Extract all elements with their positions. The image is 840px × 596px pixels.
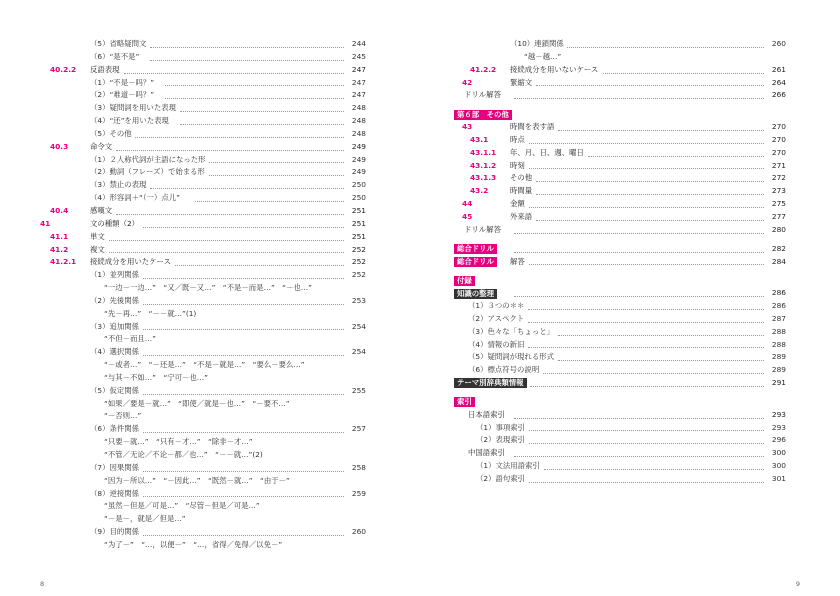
page-ref: 253 [351,295,366,305]
dot-leader [124,60,344,74]
entry-label: “为了－” “…，以便－” “…，省得／免得／以免－” [104,539,283,549]
page-ref: 271 [771,160,786,170]
dot-leader [180,98,344,112]
entry-label: 中国語索引 [468,448,505,458]
page-ref: 252 [351,257,366,267]
entry-number: 43 [462,122,473,132]
toc-entry [40,385,366,398]
dot-leader [530,373,764,387]
entry-number: 41.2 [50,244,69,254]
toc-entry [40,500,366,513]
entry-label: （5）仮定関係 [90,385,140,395]
entry-label: “只要－就…” “只有－才…” “除非－才…” [104,437,253,447]
page-ref: 300 [771,448,786,458]
entry-label: 解答 [510,256,525,266]
page-ref: 277 [771,211,786,221]
section-band: 総合ドリル [454,257,497,267]
dot-leader [558,117,764,131]
toc-entry [454,38,786,51]
toc-entry [40,359,366,372]
entry-label: 時点 [510,134,525,144]
entry-label: 接続成分を用いたケース [90,257,171,267]
section-band: テーマ別辞典類情報 [454,378,527,388]
entry-label: 金額 [510,199,525,209]
entry-label: （10）連鎖関係 [510,39,564,48]
page-ref: 252 [351,270,366,280]
entry-label: （2）語句索引 [476,474,526,483]
page-number-left: 8 [40,580,45,588]
entry-label: “虽然－但是／可是…” “尽管－但是／可是…” [104,501,260,511]
dot-leader [514,220,764,234]
entry-label: （6）“是不是” [90,51,140,61]
entry-label: その他 [510,173,533,183]
toc-entry [40,269,366,282]
dot-leader [529,156,764,170]
dot-leader [109,240,344,254]
page-ref: 264 [771,77,786,87]
entry-label: （1）並列関係 [90,270,140,280]
entry-label: “越－越…” [524,51,562,61]
page-ref: 286 [771,288,786,298]
dot-leader [536,207,764,221]
page-ref: 252 [351,244,366,254]
toc-entry [40,526,366,539]
entry-label: （1）３つの＊＊ [468,301,525,311]
entry-number: 42 [462,77,473,87]
entry-number: 43.1.2 [470,160,497,170]
dot-leader [529,194,764,208]
dot-leader [143,317,344,331]
entry-number: 43.1.1 [470,147,497,157]
entry-label: 緊縮文 [510,77,533,87]
toc-entry [40,539,366,552]
entry-label: 命令文 [90,141,113,151]
entry-label: （3）色々な「ちょっと」 [468,326,555,336]
page-ref: 260 [351,527,366,537]
entry-label: （4）情報の新旧 [468,339,525,349]
entry-label: （5）疑問詞が現れる形式 [468,352,555,362]
dot-leader [529,252,764,266]
entry-number: 44 [462,199,473,209]
dot-leader [514,405,764,419]
entry-label: “不管／无论／不论－都／也…” “－－就…”(2) [104,450,263,459]
entry-label: （2）アスペクト [468,313,525,323]
page-ref: 286 [771,301,786,311]
dot-leader [514,85,764,99]
dot-leader [558,347,764,361]
page-ref: 254 [351,321,366,331]
entry-number: 43.1.3 [470,173,497,183]
section-band: 付録 [454,276,475,286]
page-ref: 248 [351,116,366,126]
page-ref: 244 [351,39,366,48]
page-ref: 272 [771,173,786,183]
page-ref: 301 [771,474,786,483]
page-ref: 270 [771,134,786,144]
entry-number: 45 [462,211,473,221]
dot-leader [116,137,344,151]
entry-label: 時間を表す語 [510,122,555,132]
entry-label: 反語表現 [90,64,120,74]
toc-section-heading [454,377,786,390]
toc-entry [454,89,786,102]
dot-leader [603,60,764,74]
entry-label: 文の種類（2） [90,218,140,228]
entry-label: （1）２人称代詞が主語になった形 [90,154,206,164]
section-band: 第６部 その他 [454,110,512,120]
section-band: 知識の整理 [454,289,497,299]
page-ref: 249 [351,154,366,164]
entry-label: 単文 [90,231,105,241]
dot-leader [143,291,344,305]
dot-leader [143,484,344,498]
toc-entry [40,488,366,501]
dot-leader [143,214,344,228]
page-ref: 291 [771,378,786,388]
entry-label: （2）表現索引 [476,435,526,445]
dot-leader [529,418,764,432]
page-ref: 255 [351,385,366,395]
page-ref: 249 [351,167,366,177]
entry-label: “－是－，就是／但是…” [104,514,186,524]
dot-leader [529,469,764,483]
toc-left-column [40,38,366,552]
page-ref: 248 [351,128,366,138]
dot-leader [529,430,764,444]
entry-label: “如果／要是－就…” “即使／就是－也…” “－要不…” [104,398,290,408]
entry-label: “与其－不如…” “宁可－也…” [104,372,209,382]
dot-leader [109,227,344,241]
page-ref: 251 [351,218,366,228]
page-ref: 289 [771,365,786,375]
entry-number: 43.2 [470,186,489,196]
entry-label: （1）“不是－吗？” [90,77,155,87]
dot-leader [567,34,764,48]
entry-label: 接続成分を用いないケース [510,64,599,74]
entry-number: 41.2.2 [470,64,497,74]
page-ref: 247 [351,77,366,87]
entry-label: （4）形容詞＋“（一）点儿” [90,193,180,203]
dot-leader [116,201,344,215]
dot-leader [536,168,764,182]
dot-leader [150,175,344,189]
page-ref: 273 [771,186,786,196]
page-ref: 275 [771,199,786,209]
toc-entry [454,473,786,486]
dot-leader [528,309,764,323]
entry-label: （2）先後関係 [90,295,140,305]
toc-entry [40,423,366,436]
entry-label: （3）追加関係 [90,321,140,331]
page-ref: 289 [771,352,786,362]
entry-label: 外来語 [510,211,533,221]
entry-number: 41.2.1 [50,257,77,267]
toc-entry [40,295,366,308]
page-ref: 270 [771,122,786,132]
dot-leader [143,458,344,472]
dot-leader [135,124,344,138]
entry-label: （3）疑問詞を用いた表現 [90,103,177,113]
dot-leader [514,283,764,297]
dot-leader [536,73,764,87]
page-ref: 259 [351,488,366,498]
dot-leader [143,381,344,395]
toc-entry [454,224,786,237]
dot-leader [180,111,344,125]
toc-entry [40,346,366,359]
entry-label: （1）文法用語索引 [476,461,540,471]
page-ref: 284 [771,256,786,266]
dot-leader [514,443,764,457]
entry-number: 43.1 [470,134,489,144]
entry-label: 年、月、日、週、曜日 [510,147,584,157]
dot-leader [143,265,344,279]
entry-label: （8）逆接関係 [90,488,140,498]
entry-label: “因为－所以…” “－因此…” “既然－就…” “由于－” [104,475,290,485]
page-ref: 266 [771,90,786,100]
page-number-right: 9 [795,580,800,588]
dot-leader [165,73,344,87]
page-ref: 251 [351,205,366,215]
entry-label: （6）標点符号の説明 [468,365,540,375]
page-ref: 258 [351,462,366,472]
entry-number: 41 [40,218,51,228]
section-band: 総合ドリル [454,244,497,254]
entry-label: （5）その他 [90,128,132,138]
page-ref: 254 [351,347,366,357]
page-ref: 293 [771,422,786,432]
toc-entry [40,436,366,449]
entry-label: （9）目的関係 [90,527,140,537]
toc-section-heading [454,256,786,269]
toc-entry [40,398,366,411]
entry-label: （6）条件関係 [90,424,140,434]
page-ref: 280 [771,224,786,234]
section-band: 索引 [454,397,475,407]
dot-leader [209,162,344,176]
entry-label: “－否则…” [104,411,142,421]
dot-leader [143,342,344,356]
toc-right-column [454,38,786,486]
entry-number: 41.1 [50,231,69,241]
entry-label: 複文 [90,244,105,254]
dot-leader [558,322,764,336]
page-ref: 250 [351,193,366,203]
toc-entry [40,462,366,475]
page-ref: 300 [771,461,786,471]
page-ref: 247 [351,64,366,74]
page-ref: 260 [771,39,786,48]
entry-number: 40.3 [50,141,69,151]
entry-label: （4）選択関係 [90,347,140,357]
entry-label: （3）禁止の表現 [90,180,147,190]
entry-label: 感嘆文 [90,205,113,215]
entry-label: ドリル解答 [464,90,501,100]
page-ref: 249 [351,141,366,151]
page-ref: 282 [771,243,786,253]
dot-leader [528,296,764,310]
entry-label: （2）動詞（フレーズ）で始まる形 [90,167,205,177]
page-ref: 257 [351,424,366,434]
entry-label: （7）因果関係 [90,462,140,472]
dot-leader [143,419,344,433]
entry-number: 40.2.2 [50,64,77,74]
entry-label: （5）省略疑問文 [90,39,147,48]
entry-label: “一边－一边…” “又／既－又…” “不是－而是…” “－也…” [104,283,313,293]
entry-label: 日本語索引 [468,409,505,419]
entry-label: “不但－而且…” [104,334,157,344]
page-ref: 251 [351,231,366,241]
page-ref: 248 [351,103,366,113]
entry-label: （1）事項索引 [476,422,526,432]
dot-leader [536,181,764,195]
entry-label: 時間量 [510,186,533,196]
dot-leader [150,47,344,61]
page-ref: 270 [771,147,786,157]
dot-leader [209,150,344,164]
dot-leader [150,34,344,48]
entry-label: “－或者…” “－还是…” “不是－就是…” “要么－要么…” [104,360,305,370]
dot-leader [143,522,344,536]
dot-leader [543,360,764,374]
page-ref: 288 [771,339,786,349]
entry-label: ドリル解答 [464,224,501,234]
page-ref: 296 [771,435,786,445]
page-ref: 245 [351,51,366,61]
entry-label: 時刻 [510,160,525,170]
page-ref: 261 [771,64,786,74]
entry-label: （2）“难道－吗？” [90,90,155,100]
page-ref: 247 [351,90,366,100]
dot-leader [175,252,344,266]
page-ref: 287 [771,313,786,323]
entry-label: “先－再…” “－－就…”(1) [104,308,197,318]
dot-leader [529,130,764,144]
entry-number: 40.4 [50,205,69,215]
entry-label: （4）“还”を用いた表現 [90,116,169,126]
toc-entry [40,321,366,334]
dot-leader [514,239,764,253]
dot-leader [544,456,764,470]
page-ref: 288 [771,326,786,336]
dot-leader [165,85,344,99]
dot-leader [528,335,764,349]
dot-leader [195,188,344,202]
dot-leader [588,143,764,157]
page-ref: 293 [771,409,786,419]
page-ref: 250 [351,180,366,190]
